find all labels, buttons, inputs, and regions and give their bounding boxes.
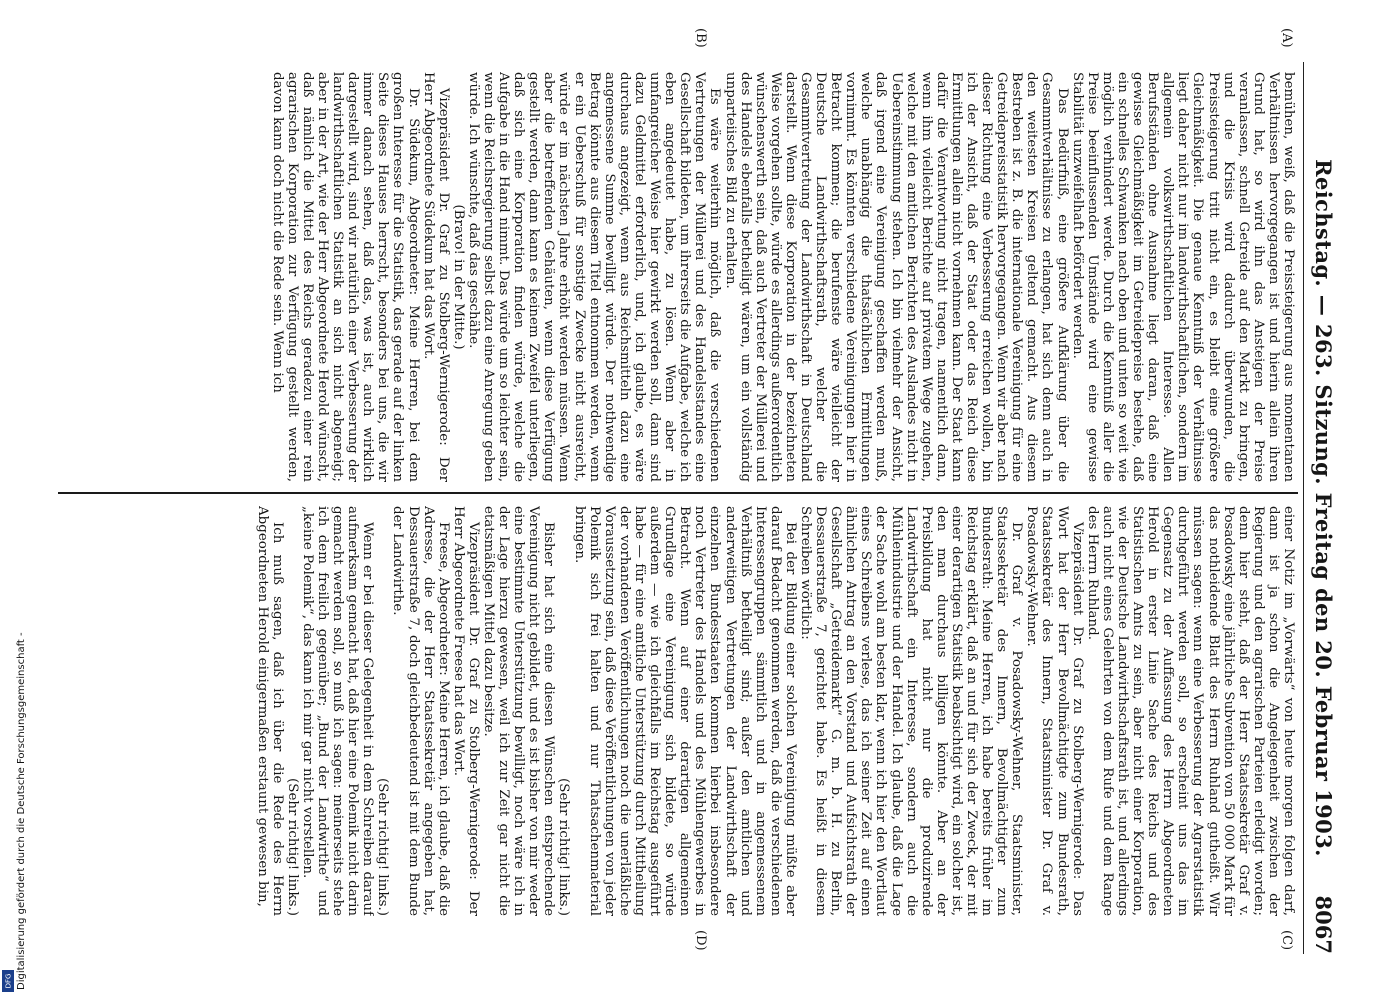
page-title: Reichstag. — 263. Sitzung. Freitag den 20. Februar 1903. (1311, 159, 1337, 857)
footer-text: Digitalisierung gefördert durch die Deutsche Forschungsgemeinschaft - (16, 632, 27, 990)
speaker-paragraph: Vizepräsident Dr. Graf zu Stolberg-Wernigerode: Der Herr Abgeordnete Südekum hat das Wort. (420, 72, 451, 482)
page-number: 8067 (1311, 895, 1337, 954)
margin-letter-c: (C) (1279, 930, 1294, 951)
applause-note: (Sehr richtig! links.) (556, 778, 572, 916)
quoted-paragraph: Bei der Bildung einer solchen Vereinigung müßte aber darauf Bedacht genommen werden, daß die verschiedenen Interessengruppen sämmtlich und in angemessenem Verhältniß betheiligt sind; außer den amtlichen und anderweitigen Vertretungen der Landwirthschaft der einzelnen Bundesstaaten kommen hierbei insbesondere noch Vertreter des Handels und des Mühlengewerbes in Betracht. Wenn auf einer derartigen allgemeinen Grundlage eine Vereinigung sich bildete, so würde außerdem — wie ich gleichfalls im Reichstag ausgeführt habe — für eine amtliche Unterstützung durch Mittheilung der vorhandenen Veröffentlichungen noch die unerläßliche Voraussetzung sein, daß diese Veröffentlichungen von jeder Polemik sich frei halten und nur Thatsachenmaterial bringen. (571, 506, 798, 916)
margin-letter-d: (D) (693, 930, 708, 951)
margin-letter-a: (A) (1279, 28, 1294, 48)
dfg-logo: DFG (2, 970, 14, 992)
left-column (66, 72, 1296, 482)
header-rule (1303, 62, 1304, 954)
paragraph: Ich muß sagen, daß ich über die Rede des Herrn Abgeordneten Herold einigermaßen erstaunt gewesen bin, (254, 506, 285, 916)
speaker-paragraph: Dr. Graf v. Posadowsky-Wehner, Staatsminister, Staatssekretär des Innern, Bevollmächtigter zum Bundesrath: Meine Herren, ich habe bereits früher im Reichstag erklärt, daß an und für sich der Zweck, der mit einer derartigen Statistik beabsichtigt wird, ein solcher ist, den man durchaus billigen könnte. Aber an der Preisbildung hat nicht nur die produzirende Landwirthschaft ein Interesse, sondern auch die Mühlenindustrie und der Handel. Ich glaube, daß die Lage der Sache wohl am besten klar, wenn ich hier den Wortlaut eines Schreibens verlese, das ich seiner Zeit auf einen ähnlichen Antrag an den Vorstand und Aufsichtsrath der Gesellschaft „Getreidemarkt“ G. m. b. H. zu Berlin, Dessauerstraße 7, gerichtet habe. Es heißt in diesem Schreiben wörtlich: (798, 506, 1025, 916)
applause-note: (Sehr richtig! links.) (284, 778, 300, 916)
margin-letter-b: (B) (693, 28, 708, 48)
right-column (66, 506, 1296, 916)
paragraph: einer Notiz im „Vorwärts“ von heute morgen folgen darf, dann ist ja schon die Angelegenheit zwischen der Regierung und den agrarischen Parteien erledigt worden; denn hier steht, daß der Herr Staatssekretär Graf v. Posadowsky eine jährliche Subvention von 50 000 Mark für das nothleidende Blatt des Herrn Ruhland gutheißt. Wir müssen sagen: wenn eine Verbesserung der Agrarstatistik durchgeführt werden soll, so erscheint uns das im Gegensatz zu der Auffassung des Herrn Abgeordneten Herold in erster Linie Sache des Reichs und des Statistischen Amts zu sein, aber nicht einer Korporation, wie der Deutsche Landwirthschaftsrath ist, und allerdings auch nicht eines Gelehrten von dem Rufe und dem Range des Herrn Ruhland. (1084, 506, 1296, 916)
speaker-paragraph: Vizepräsident Dr. Graf zu Stolberg-Wernigerode: Der Herr Abgeordnete Freese hat das Wort. (450, 506, 481, 916)
applause-note: (Sehr richtig! links.) (375, 778, 391, 916)
rotated-page (48, 20, 1348, 980)
speaker-paragraph: Freese, Abgeordneter: Meine Herren, ich glaube, daß die Adresse, die der Herr Staatssekretär angegeben hat, Dessauerstraße 7, doch gleichbedeutend ist mit dem Bunde der Landwirthe. (390, 506, 451, 916)
speaker-paragraph: Vizepräsident Dr. Graf zu Stolberg-Wernigerode: Das Wort hat der Herr Bevollmächtigte zum Bundesrath, Staatssekretär des Innern, Staatsminister Dr. Graf v. Posadowsky-Wehner. (1024, 506, 1085, 916)
column-divider (58, 492, 1298, 494)
paragraph: Wenn er bei dieser Gelegenheit in dem Schreiben darauf aufmerksam gemacht hat, daß hier eine Polemik nicht darin gemacht werden soll, so muß ich sagen: meinerseits stehe ich dem freilich gegenüber; „Bund der Landwirthe“ und „keine Polemik“, das kann ich mir gar nicht vorstellen. (299, 506, 376, 916)
page-header (1304, 62, 1344, 954)
paragraph: Es wäre weiterhin möglich, daß die verschiedenen Vertretungen der Müllerei und des Handelsstandes eine Gesellschaft bildeten, um ihrerseits die Aufgabe, welche ich eben angedeutet habe, zu lösen. Wenn aber in umfangreicher Weise hier gewirkt werden soll, dann sind dazu Geldmittel erforderlich, und, ich glaube, es wäre durchaus angezeigt, wenn aus Reichsmitteln dazu eine angemessene Summe bewilligt würde. Der nothwendige Betrag könnte aus diesem Titel entnommen werden, wenn er ein Ueberschuß für sonstige Zwecke nicht ausreicht, würde er im nächsten Jahre erhöht werden müssen. Wenn aber die betreffenden Gehäuten, wenn diese Verfügung gestellt werden, dann kann es keinem Zweifel unterliegen, daß sich eine Korporation finden würde, welche die Aufgabe in die Hand nimmt. Das würde um so leichter sein, wenn die Reichsregierung selbst dazu eine Anregung geben würde. Ich wünschte, daß das geschähe. (465, 72, 723, 482)
speaker-paragraph: Dr. Südekum, Abgeordneter: Meine Herren, bei dem großen Interesse für die Statistik, das gerade auf der linken Seite dieses Hauses herrscht, besonders bei uns, die wir immer danach sehen, daß das, was ist, auch wirklich dargestellt wird, sind wir natürlich einer Verbesserung der landwirthschaftlichen Statistik an sich nicht abgeneigt; aber in der Art, wie der Herr Abgeordnete Herold wünscht, daß nämlich die Mittel des Reichs geradezu einer rein agrarischen Korporation zur Verfügung gestellt werden, davon kann doch nicht die Rede sein. Wenn ich (269, 72, 421, 482)
applause-note: (Bravo! in der Mitte.) (450, 204, 466, 350)
paragraph: Bisher hat sich eine diesen Wünschen entsprechende Vereinigung nicht gebildet, und es ist bisher von mir weder eine bestimmte Unterstützung bewilligt, noch wäre ich in der Lage hierzu gewesen, weil ich zur Zeit gar nicht die etatsmäßigen Mittel dazu besitze. (481, 506, 557, 916)
digitization-footer (2, 0, 27, 1000)
paragraph: bemühen, weiß, daß die Preissteigerung aus momentanen Verhältnissen hervorgegangen ist und hierin allein ihren Grund hat, so wird ihn das Ansteigen der Preise veranlassen, schnell Getreide auf den Markt zu bringen, und die Krisis wird dadurch überwunden, die Preissteigerung tritt nicht ein, es bleibt eine größere Gleichmäßigkeit. Die genaue Kenntniß der Verhältnisse liegt daher nicht nur im landwirthschaftlichen, sondern im allgemein volkswirthschaftlichen Interesse. Allen Berufsständen ohne Ausnahme liegt daran, daß eine gewisse Gleichmäßigkeit im Getreidepreise bestehe, daß ein schnelles Schwanken nach oben und unten so weit wie möglich verhindert werde. Durch die Kenntniß aller die Preise beeinflussenden Umstände wird eine gewisse Stabilität unzweifelhaft befördert werden. (1069, 72, 1296, 482)
paragraph: Das Bedürfniß, eine größere Aufklärung über die Gesammtverhältnisse zu erlangen, hat sich denn auch in den weitesten Kreisen geltend gemacht. Aus diesem Bestreben ist z. B. die internationale Vereinigung für eine Getreidepreisstatistik hervorgegangen. Wenn wir aber nach dieser Richtung eine Verbesserung erreichen wollen, bin ich der Ansicht, daß der Staat oder das Reich diese Ermittlungen allein nicht vornehmen kann. Der Staat kann dafür die Verantwortung nicht tragen, namentlich dann, wenn ihm vielleicht Berichte auf privatem Wege zugehen, welche mit den amtlichen Berichten des Auslandes nicht in Uebereinstimmung stehen. Ich bin vielmehr der Ansicht, daß irgend eine Vereinigung geschaffen werden muß, welche unabhängig die thatsächlichen Ermittlungen vornimmt. Es könnten verschiedene Vereinigungen hier in Betracht kommen; die berufenste wäre vielleicht der Deutsche Landwirthschaftsrath, welcher die Gesammtvertretung der Landwirthschaft in Deutschland darstellt. Wenn diese Korporation in der bezeichneten Weise vorgehen sollte, würde es allerdings außerordentlich wünschenswerth sein, daß auch Vertreter der Müllerei und des Handels ebenfalls betheiligt wären, um ein vollständig unparteiisches Bild zu erhalten. (722, 72, 1070, 482)
